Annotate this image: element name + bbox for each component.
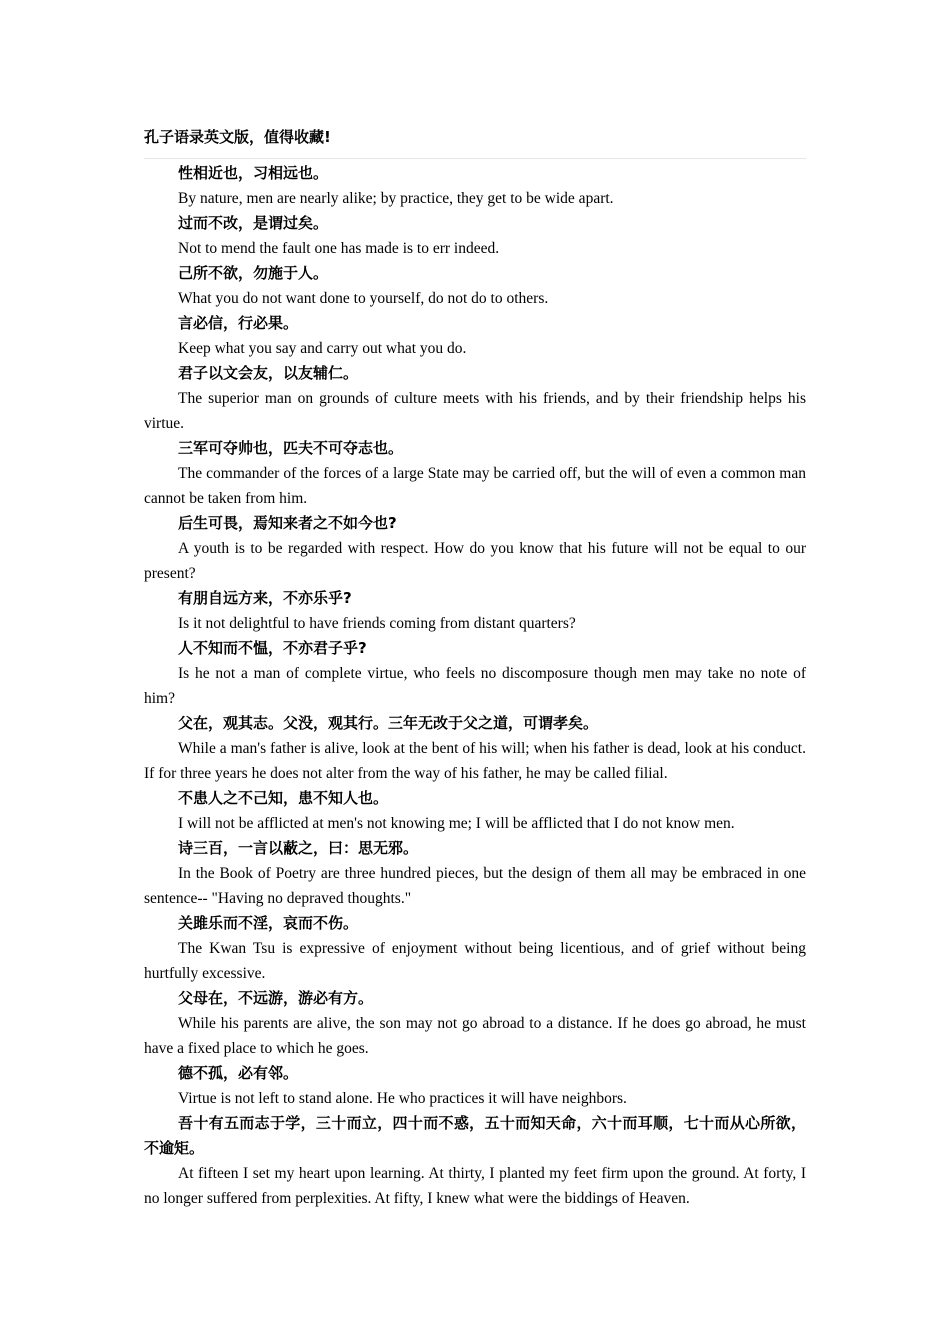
quote-chinese: 后生可畏，焉知来者之不如今也? [178,514,397,532]
quote-list [144,161,806,1211]
quote-english: I will not be afflicted at men's not knowing me; I will be afflicted that I do not know men. [178,815,735,832]
quote-chinese: 过而不改，是谓过矣。 [178,214,329,232]
quote-chinese: 言必信，行必果。 [178,314,299,332]
quote-english: Virtue is not left to stand alone. He who practices it will have neighbors. [178,1090,627,1107]
quote-english: Is he not a man of complete virtue, who feels no discomposure though men may take no note of him? [144,665,806,707]
quote-english: In the Book of Poetry are three hundred pieces, but the design of them all may be embraced in one sentence-- "Having no depraved thoughts." [144,865,806,907]
quote-english: The Kwan Tsu is expressive of enjoyment without being licentious, and of grief without being hurtfully excessive. [144,940,806,982]
quote-english: By nature, men are nearly alike; by practice, they get to be wide apart. [178,190,614,207]
quote-chinese: 不患人之不己知，患不知人也。 [178,789,389,807]
quote-english: A youth is to be regarded with respect. How do you know that his future will not be equal to our present? [144,540,806,582]
quote-chinese: 三军可夺帅也，匹夫不可夺志也。 [178,439,404,457]
quote-english: At fifteen I set my heart upon learning. At thirty, I planted my feet firm upon the ground. At forty, I no longer suffered from perplexities. At fifty, I knew what were the biddings of Heaven. [144,1165,806,1207]
quote-english: Not to mend the fault one has made is to err indeed. [178,240,500,257]
quote-chinese: 父母在，不远游，游必有方。 [178,989,374,1007]
quote-chinese: 人不知而不愠，不亦君子乎? [178,639,367,657]
quote-chinese: 性相近也，习相远也。 [178,164,329,182]
quote-english: While his parents are alive, the son may not go abroad to a distance. If he does go abroad, he must have a fixed place to which he goes. [144,1015,806,1057]
document-title: 孔子语录英文版，值得收藏! [144,126,806,159]
quote-chinese: 关雎乐而不淫，哀而不伤。 [178,914,359,932]
quote-chinese: 君子以文会友，以友辅仁。 [178,364,359,382]
quote-chinese: 诗三百，一言以蔽之，曰：思无邪。 [178,839,419,857]
quote-english: The commander of the forces of a large State may be carried off, but the will of even a common man cannot be taken from him. [144,465,806,507]
quote-english: The superior man on grounds of culture meets with his friends, and by their friendship helps his virtue. [144,390,806,432]
document-page [144,126,806,1211]
quote-english: What you do not want done to yourself, do not do to others. [178,290,549,307]
quote-chinese: 吾十有五而志于学，三十而立，四十而不惑，五十而知天命，六十而耳顺，七十而从心所欲，不逾矩。 [144,1114,806,1157]
quote-chinese: 己所不欲，勿施于人。 [178,264,329,282]
quote-english: Is it not delightful to have friends coming from distant quarters? [178,615,576,632]
quote-chinese: 父在，观其志。父没，观其行。三年无改于父之道，可谓孝矣。 [178,714,599,732]
quote-chinese: 德不孤，必有邻。 [178,1064,299,1082]
quote-chinese: 有朋自远方来，不亦乐乎? [178,589,352,607]
quote-english: Keep what you say and carry out what you do. [178,340,467,357]
quote-english: While a man's father is alive, look at the bent of his will; when his father is dead, look at his conduct. If for three years he does not alter from the way of his father, he may be called filial. [144,740,806,782]
